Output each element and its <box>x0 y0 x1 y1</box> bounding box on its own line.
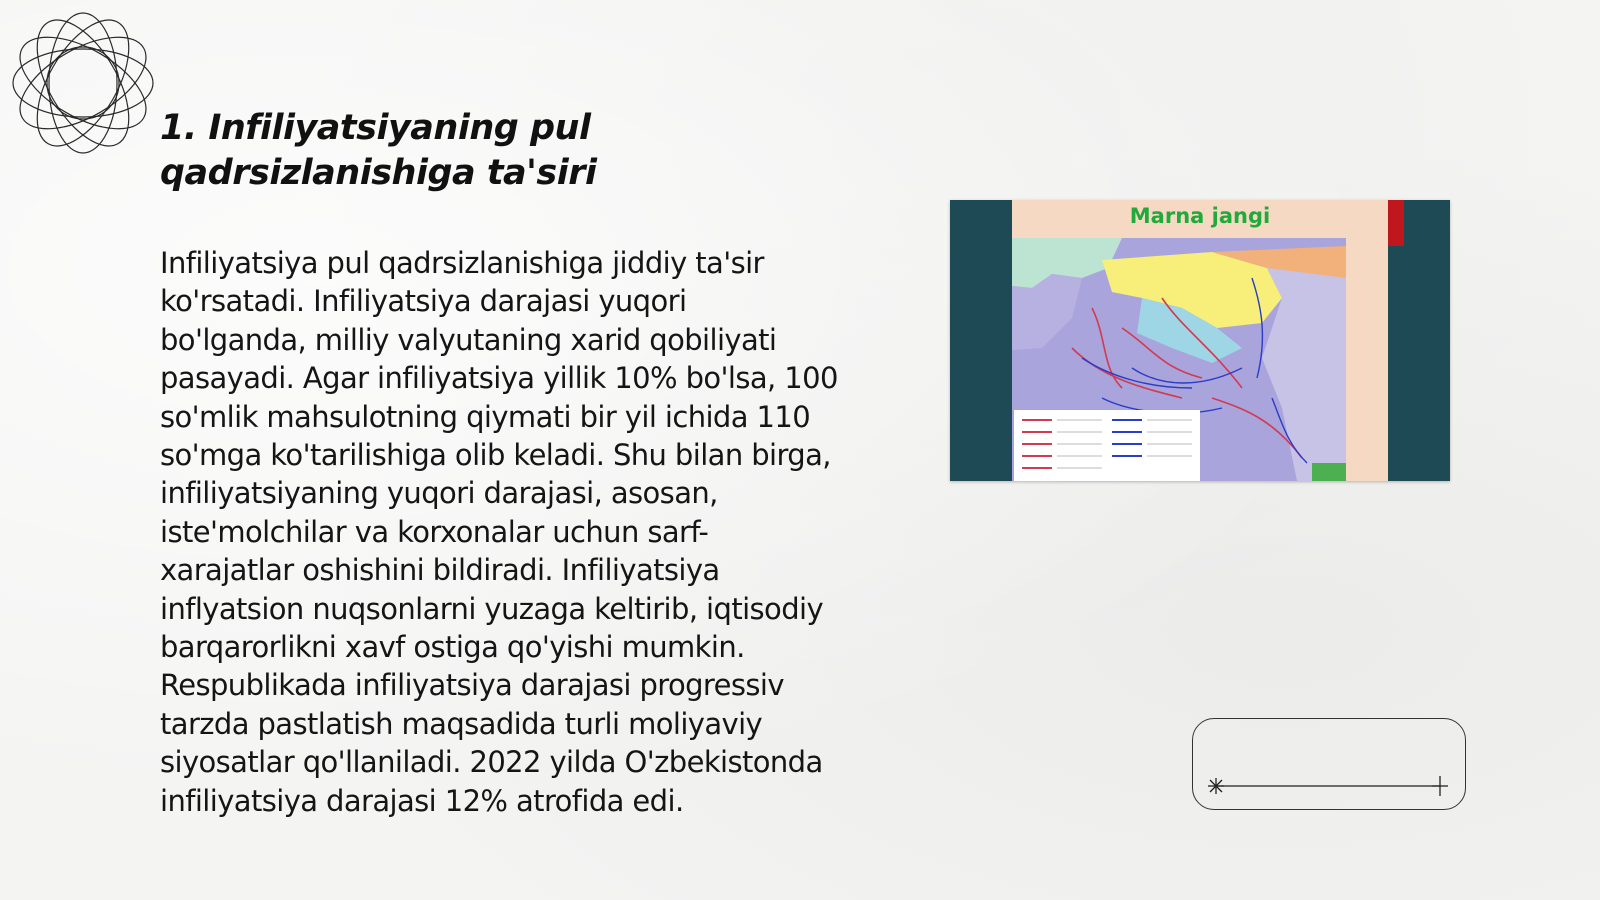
slide-title: 1. Infiliyatsiyaning pul qadrsizlanishiga ta'siri <box>160 108 597 193</box>
map-slide <box>1012 200 1388 481</box>
starburst-line-decoration <box>1200 774 1458 798</box>
circles-ornament-icon <box>10 10 156 156</box>
battle-map-picture <box>1012 238 1346 481</box>
map-heading: Marna jangi <box>1129 204 1271 228</box>
red-tab-decoration <box>1388 200 1404 246</box>
slide-body-text: Infiliyatsiya pul qadrsizlanishiga jiddiy ta'sir ko'rsatadi. Infiliyatsiya darajasi yuqori bo'lganda, milliy valyutaning xarid qobiliyati pasayadi. Agar infiliyatsiya yillik 10% bo'lsa, 100 so'mlik mahsulotning qiymati bir yil ichida 110 so'mga ko'tarilishiga olib keladi. Shu bilan birga, infiliyatsiyaning yuqori darajasi, asosan, iste'molchilar va korxonalar uchun sarf-xarajatlar oshishini bildiradi. Infiliyatsiya inflyatsion nuqsonlarni yuzaga keltirib, iqtisodiy barqarorlikni xavf ostiga qo'yishi mumkin. Respublikada infiliyatsiya darajasi progressiv tarzda pastlatish maqsadida turli moliyaviy siyosatlar qo'llaniladi. 2022 yilda O'zbekistonda infiliyatsiya darajasi 12% atrofida edi. <box>160 246 838 818</box>
map-image <box>950 200 1450 481</box>
